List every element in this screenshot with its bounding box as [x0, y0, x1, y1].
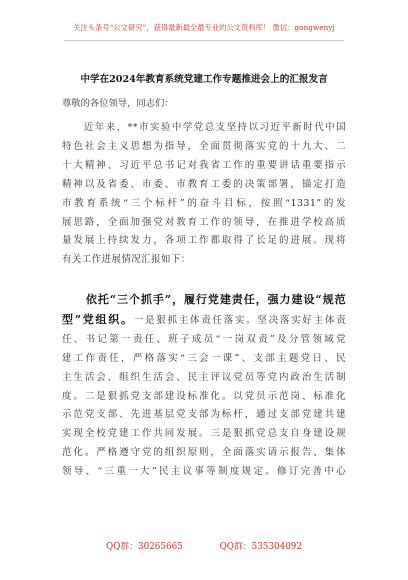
section-heading-cont: 型”党组织。	[62, 312, 134, 326]
text-line: 任、书记第一责任、班子成员“一岗双责”及分管领域党	[62, 333, 346, 345]
section-heading-line	[62, 291, 346, 311]
qq-group-2: QQ群：535304092	[219, 542, 302, 552]
paragraph-section-one	[62, 291, 346, 482]
text-line: 十大精神、习近平总书记对我省工作的重要讲话重要指示	[62, 159, 346, 171]
text-line: 实现全校党建工作共同发展。三是狠抓党总支自身建设规	[62, 428, 346, 440]
header-divider	[64, 40, 344, 41]
text-line: 量发展上持续发力，各项工作都取得了长足的进展。现将	[62, 235, 346, 247]
document-title: 中学在2024年教育系统党建工作专题推进会上的汇报发言	[80, 74, 328, 85]
salutation: 尊敬的各位领导，同志们：	[62, 98, 174, 109]
text-line: 精神以及省委、市委、市教育工委的决策部署，锚定打造	[62, 178, 346, 190]
qq-group-1: QQ群：30265665	[106, 542, 183, 552]
footer-contacts	[0, 539, 408, 552]
header-banner: 关注头条号“公文研究”，获得最新最全最专业的公文资料库！ 微信：gongwenyj	[73, 23, 335, 32]
text-line	[62, 311, 346, 331]
text-line: 领导、“三重一大”民主议事等制度规定。修订完善中心	[62, 466, 346, 478]
paragraph-intro	[62, 119, 346, 270]
text-line: 特色社会主义思想为指导，全面贯彻落实党的十九大、二	[62, 140, 346, 152]
text-line: 近年来，**市实验中学党总支坚持以习近平新时代中国	[62, 122, 346, 133]
text-line: 主生活会、组织生活会、民主评议党员等党内政治生活制	[62, 371, 346, 383]
text-line: 建工作责任，严格落实“三会一课”、支部主题党日、民	[62, 352, 346, 364]
section-heading: 依托“三个抓手”，履行党建责任，强力建设“规范	[62, 293, 346, 306]
text-line: 度。二是狠抓党支部建设标准化。以党员示范岗、标准化	[62, 390, 346, 402]
text-line: 市教育系统“三个标杆”的奋斗目标，按照“1331”的发	[62, 197, 346, 209]
text-line: 有关工作进展情况汇报如下：	[62, 254, 191, 266]
text-run: 一是狠抓主体责任落实。坚决落实好主体责	[133, 314, 346, 326]
text-line: 展思路，全面加强党对教育工作的领导，在推进学校高质	[62, 216, 346, 228]
text-line: 范化。严格遵守党的组织原则，全面落实请示报告、集体	[62, 447, 346, 459]
text-line: 示范党支部、先进基层党支部为标杆，通过支部党建共建	[62, 409, 346, 421]
